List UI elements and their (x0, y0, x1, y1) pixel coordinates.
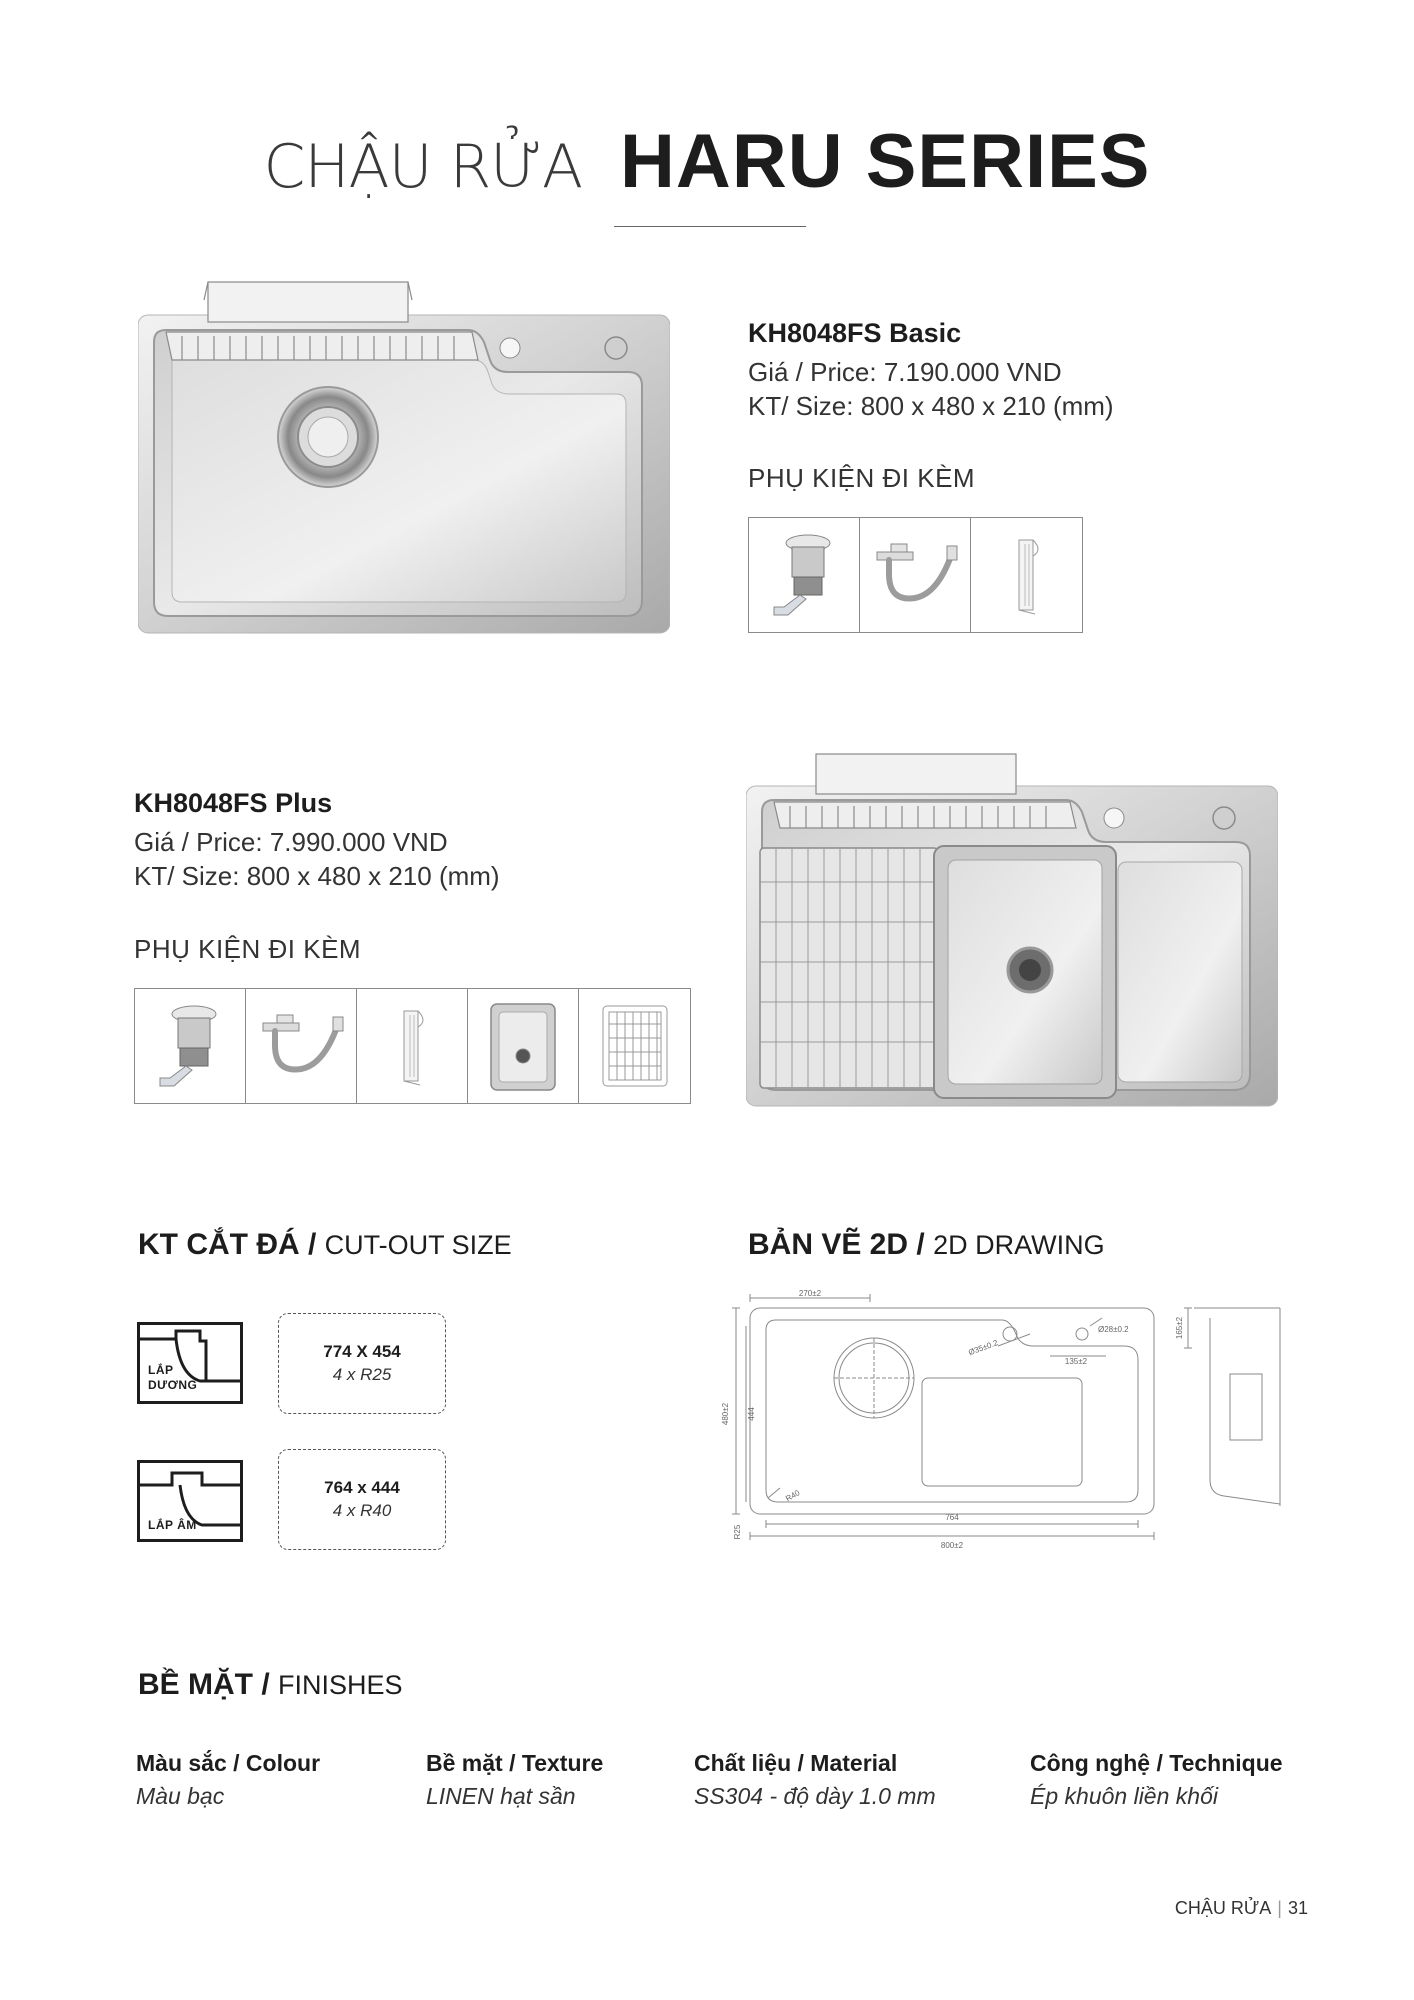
finish-material-label: Chất liệu / Material (694, 1750, 898, 1776)
dim-r25: R25 (733, 1524, 742, 1540)
finish-texture (426, 1750, 603, 1810)
overflow-hose-icon (253, 1001, 349, 1091)
drain-icon (150, 998, 230, 1094)
finish-technique (1030, 1750, 1283, 1810)
product-basic-name: KH8048FS Basic (748, 318, 962, 348)
undermount-dims: 764 x 444 (324, 1478, 400, 1497)
colander-icon (487, 998, 559, 1094)
accessory-cell (357, 989, 468, 1103)
page-number: 31 (1287, 1898, 1308, 1918)
finish-colour (136, 1750, 320, 1810)
finish-colour-label: Màu sắc / Colour (136, 1750, 321, 1776)
finishes-title (138, 1668, 403, 1702)
undermount-cutout-box (278, 1449, 446, 1550)
product-basic-price: Giá / Price: 7.190.000 VND (748, 357, 1062, 387)
wire-basket-icon (595, 998, 675, 1094)
product-plus-image (746, 752, 1278, 1108)
product-plus-accessories-title: PHỤ KIỆN ĐI KÈM (134, 934, 362, 964)
finish-colour-value: Màu bạc (136, 1783, 225, 1809)
product-basic-size: KT/ Size: 800 x 480 x 210 (mm) (748, 391, 1114, 421)
2d-drawing (710, 1290, 1290, 1550)
finish-texture-value: LINEN hạt sần (426, 1783, 576, 1809)
overmount-icon (137, 1322, 243, 1404)
footer-separator: | (1277, 1898, 1282, 1918)
dim-r40: R40 (784, 1488, 802, 1504)
dish-rack-icon (382, 1001, 442, 1091)
dim-top: 270±2 (798, 1290, 822, 1298)
accessory-cell (468, 989, 579, 1103)
title-divider (614, 226, 806, 227)
overmount-cutout-box (278, 1313, 446, 1414)
finish-technique-label: Công nghệ / Technique (1030, 1750, 1283, 1776)
product-basic-accessories (748, 517, 1083, 633)
overmount-label: LẮP DƯƠNG (148, 1363, 198, 1392)
drawing-title (748, 1228, 1105, 1262)
cutout-title-bold: KT CẮT ĐÁ / (138, 1228, 317, 1261)
product-plus-price: Giá / Price: 7.990.000 VND (134, 827, 448, 857)
dim-165: 165±2 (1175, 1316, 1184, 1340)
finish-material-value: SS304 - độ dày 1.0 mm (694, 1783, 936, 1809)
accessory-cell (135, 989, 246, 1103)
accessory-cell (246, 989, 357, 1103)
undermount-icon (137, 1460, 243, 1542)
dim-135: 135±2 (1064, 1357, 1088, 1366)
accessory-cell (749, 518, 860, 632)
dim-444: 444 (747, 1407, 756, 1421)
finishes-title-bold: BỀ MẶT / (138, 1668, 270, 1701)
product-plus-accessories (134, 988, 691, 1104)
product-plus-size: KT/ Size: 800 x 480 x 210 (mm) (134, 861, 500, 891)
finish-texture-label: Bề mặt / Texture (426, 1750, 604, 1776)
dish-rack-icon (997, 530, 1057, 620)
dim-480: 480±2 (721, 1402, 730, 1426)
drain-icon (764, 527, 844, 623)
cutout-title (138, 1228, 512, 1262)
drawing-title-regular: 2D DRAWING (933, 1230, 1105, 1260)
product-plus-name: KH8048FS Plus (134, 788, 333, 818)
drawing-title-bold: BẢN VẼ 2D / (748, 1228, 925, 1261)
undermount-label: LẮP ÂM (148, 1518, 197, 1532)
product-basic-accessories-title: PHỤ KIỆN ĐI KÈM (748, 463, 976, 493)
product-basic-image (138, 280, 670, 635)
finish-material (694, 1750, 936, 1810)
accessory-cell (579, 989, 690, 1103)
finish-technique-value: Ép khuôn liền khối (1030, 1783, 1218, 1809)
dim-800: 800±2 (940, 1541, 964, 1550)
page-title (0, 118, 1414, 205)
overflow-hose-icon (867, 530, 963, 620)
dim-764: 764 (945, 1513, 959, 1522)
page-footer (1175, 1898, 1308, 1919)
title-bold: HARU SERIES (620, 119, 1151, 204)
overmount-radius: 4 x R25 (332, 1365, 392, 1384)
overmount-dims: 774 X 454 (323, 1342, 401, 1361)
accessory-cell (860, 518, 971, 632)
accessory-cell (971, 518, 1082, 632)
dim-d28: Ø28±0.2 (1098, 1325, 1129, 1334)
footer-section: CHẬU RỬA (1174, 1898, 1272, 1918)
finishes-title-regular: FINISHES (278, 1670, 403, 1700)
title-light: CHẬU RỬA (263, 132, 583, 202)
undermount-radius: 4 x R40 (332, 1501, 392, 1520)
dim-d35: Ø35±0.2 (967, 1338, 1000, 1358)
cutout-title-regular: CUT-OUT SIZE (324, 1230, 512, 1260)
